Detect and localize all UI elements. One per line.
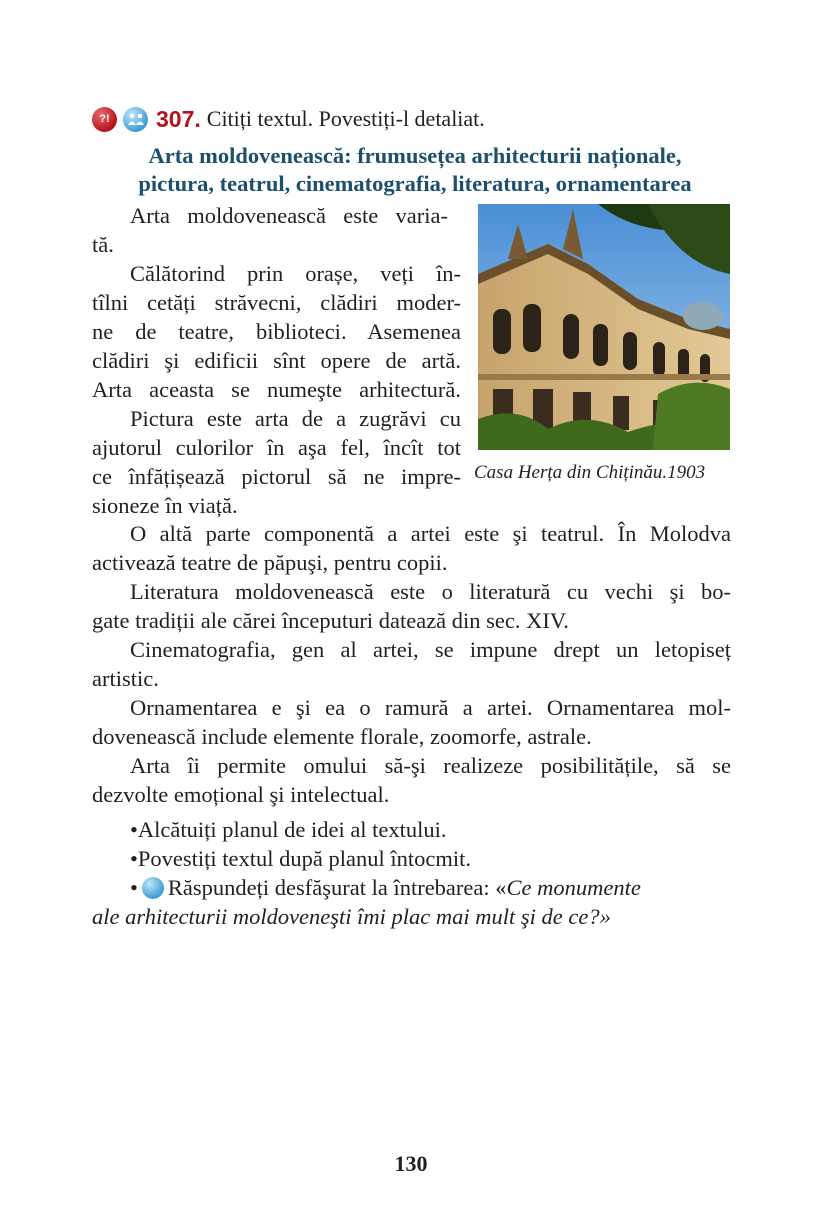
paragraph-line: clădiri şi edificii sînt opere de artă. xyxy=(92,348,461,373)
paragraph-line: tă. xyxy=(92,232,114,257)
paragraph-line: Literatura moldovenească este o literatură cu vechi şi bo- xyxy=(130,579,731,604)
paragraph-line: artistic. xyxy=(92,666,159,691)
paragraph-line: O altă parte componentă a artei este şi teatrul. În Molodva xyxy=(130,521,731,546)
bullet-mark: • xyxy=(130,875,138,900)
paragraph-line: Arta îi permite omului să-şi realizeze posibilitățile, să se xyxy=(130,753,731,778)
paragraph-line: gate tradiții ale cărei începuturi datează din sec. XIV. xyxy=(92,608,569,633)
building-photo xyxy=(478,204,730,450)
paragraph-line: dovenească include elemente florale, zoomorfe, astrale. xyxy=(92,724,592,749)
paragraph-line: Arta aceasta se numeşte arhitectură. xyxy=(92,377,461,402)
pair-work-icon xyxy=(142,877,164,899)
paragraph-line: dezvolte emoțional şi intelectual. xyxy=(92,782,390,807)
paragraph-line: Pictura este arta de a zugrăvi cu xyxy=(130,406,461,431)
text-title-line-2: pictura, teatrul, cinematografia, literatura, ornamentarea xyxy=(138,171,692,196)
paragraph-line: ce înfățișează pictorul să ne impre- xyxy=(92,464,461,489)
paragraph-line: sioneze în viață. xyxy=(92,493,238,518)
paragraph-line: activează teatre de păpuşi, pentru copii. xyxy=(92,550,448,575)
question-text: Ce monumente xyxy=(506,875,641,900)
task-bullet-3 xyxy=(130,873,641,902)
task-bullet-2: •Povestiți textul după planul întocmit. xyxy=(130,846,471,871)
paragraph-line: ne de teatre, biblioteci. Asemenea xyxy=(92,319,461,344)
photo-caption: Casa Herța din Chiținău.1903 xyxy=(474,462,706,483)
paragraph-line: tîlni cetăți străvecni, clădiri moder- xyxy=(92,290,461,315)
task-bullet-1: •Alcătuiți planul de idei al textului. xyxy=(130,817,447,842)
exercise-number: 307. xyxy=(156,105,201,132)
paragraph-line: Arta moldovenească este varia- xyxy=(130,203,448,228)
question-intro: Răspundeți desfăşurat la întrebarea: « xyxy=(167,875,507,900)
page-number: 130 xyxy=(394,1151,428,1176)
exercise-instruction: Citiți textul. Povestiți-l detaliat. xyxy=(206,106,485,131)
paragraph-line: Călătorind prin orașe, veți în- xyxy=(130,261,461,286)
question-exclamation-icon: ?! xyxy=(92,107,117,132)
paragraph-line: ajutorul culorilor în aşa fel, încît tot xyxy=(92,435,461,460)
task-header xyxy=(92,104,485,134)
text-title-line-1: Arta moldovenească: frumusețea arhitecturii naționale, xyxy=(148,143,682,168)
paragraph-line: Cinematografia, gen al artei, se impune drept un letopiseț xyxy=(130,637,731,662)
paragraph-line: Ornamentarea e şi ea o ramură a artei. Ornamentarea mol- xyxy=(130,695,731,720)
question-text-continued: ale arhitecturii moldoveneşti îmi plac mai mult şi de ce?» xyxy=(92,904,611,929)
pair-work-icon xyxy=(123,107,148,132)
